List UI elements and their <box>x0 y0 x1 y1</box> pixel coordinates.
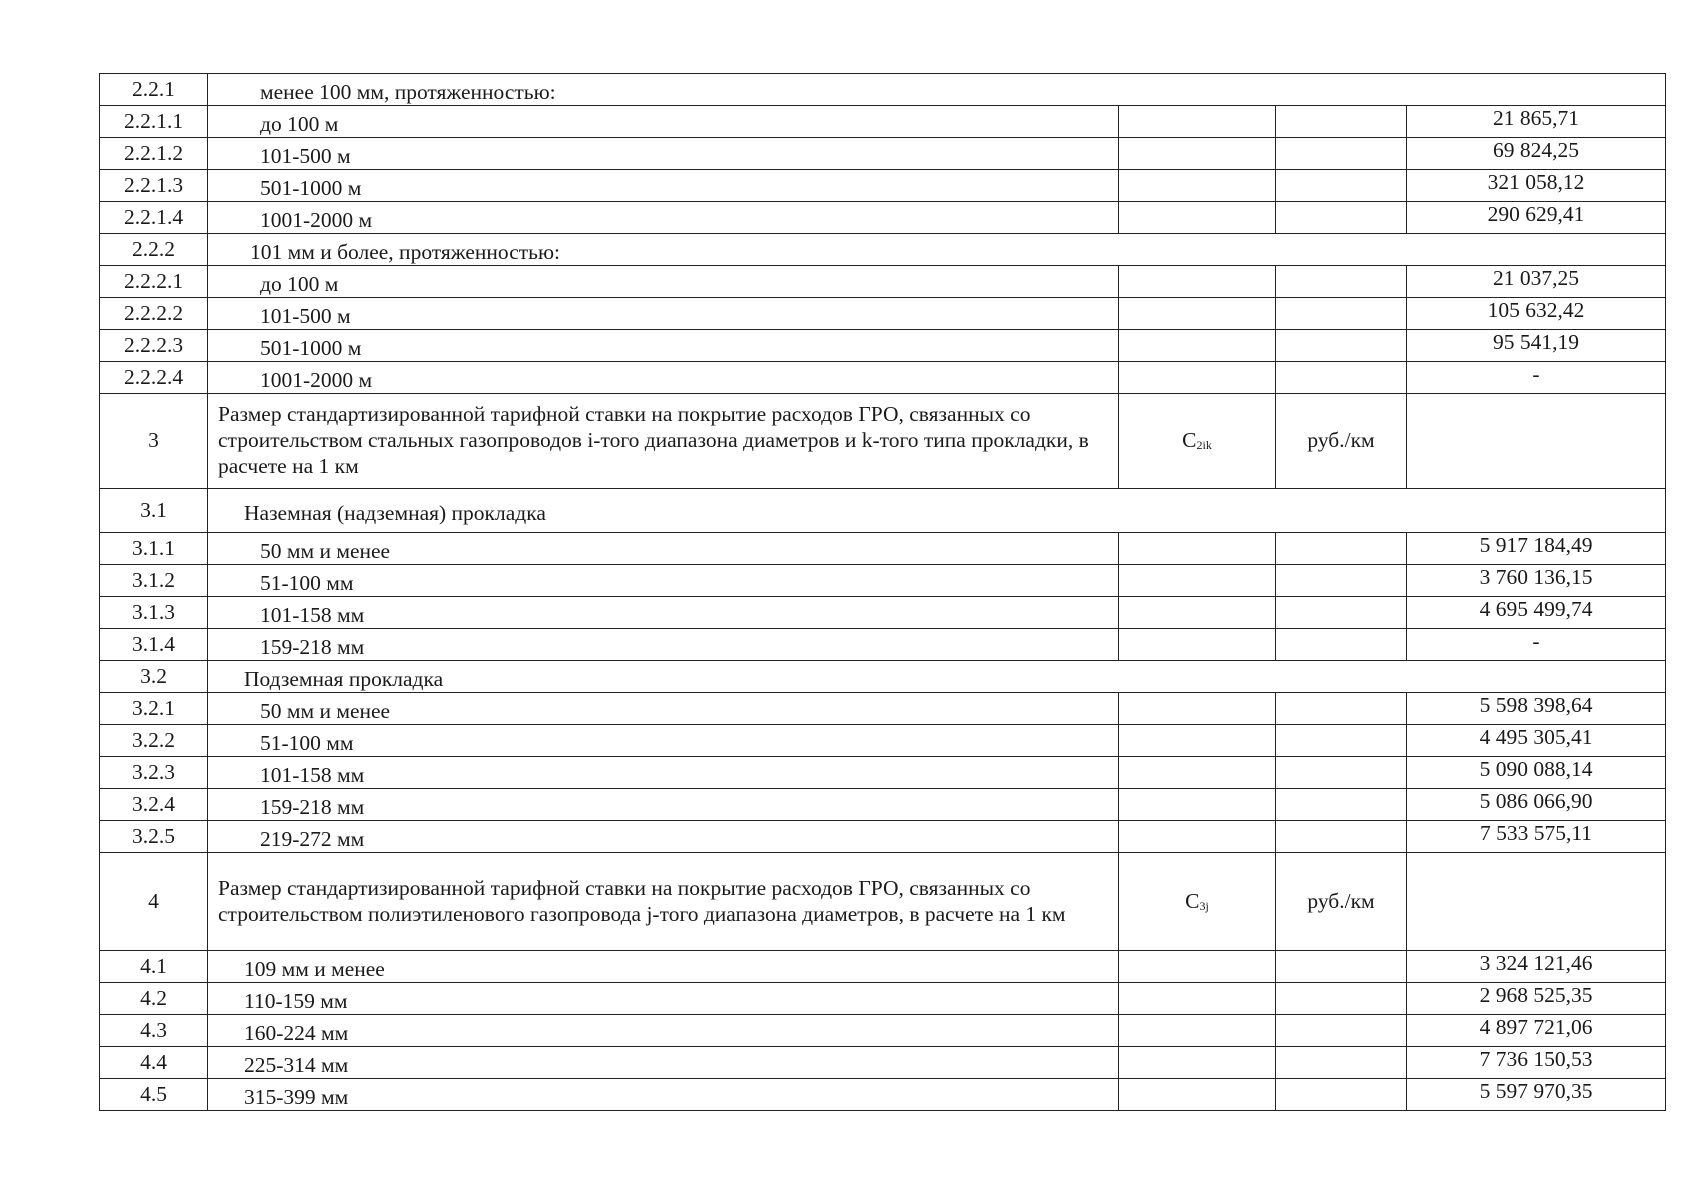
range-label-text: 51-100 мм <box>260 730 354 755</box>
row-number: 2.2.2.2 <box>100 298 208 330</box>
value-cell: 21 037,25 <box>1407 266 1666 298</box>
range-label <box>208 298 1119 330</box>
range-label <box>208 789 1119 821</box>
symbol-cell <box>1119 629 1276 661</box>
symbol-cell <box>1119 533 1276 565</box>
table-row <box>100 298 1666 330</box>
value-cell: 5 086 066,90 <box>1407 789 1666 821</box>
range-label-text: до 100 м <box>260 111 339 136</box>
table-row <box>100 266 1666 298</box>
row-number: 3.2.2 <box>100 725 208 757</box>
symbol-cell <box>1119 725 1276 757</box>
unit-cell <box>1276 202 1407 234</box>
range-label <box>208 362 1119 394</box>
range-label <box>208 821 1119 853</box>
symbol-cell <box>1119 821 1276 853</box>
value-cell <box>1407 394 1666 489</box>
value-cell: 5 597 970,35 <box>1407 1079 1666 1111</box>
range-label-text: 101-500 м <box>260 303 351 328</box>
range-label-text: 101-158 мм <box>260 762 365 787</box>
indicator-description <box>208 394 1119 489</box>
range-label <box>208 1079 1119 1111</box>
table-row <box>100 951 1666 983</box>
unit-cell <box>1276 298 1407 330</box>
row-number: 4.5 <box>100 1079 208 1111</box>
section-title-text: 101 мм и более, протяженностью: <box>250 239 560 264</box>
symbol-cell <box>1119 266 1276 298</box>
range-label <box>208 266 1119 298</box>
table-row <box>100 725 1666 757</box>
range-label-text: 501-1000 м <box>260 335 362 360</box>
unit-cell <box>1276 106 1407 138</box>
table-row <box>100 170 1666 202</box>
row-number: 2.2.2.3 <box>100 330 208 362</box>
range-label-text: 50 мм и менее <box>260 698 391 723</box>
unit-cell <box>1276 1015 1407 1047</box>
table-row <box>100 789 1666 821</box>
table-header-row <box>100 853 1666 951</box>
table-section-row <box>100 489 1666 533</box>
symbol-subscript: 3j <box>1199 898 1209 913</box>
value-cell: 5 917 184,49 <box>1407 533 1666 565</box>
row-number: 2.2.1.3 <box>100 170 208 202</box>
row-number: 3.1 <box>100 489 208 533</box>
unit-cell <box>1276 1047 1407 1079</box>
range-label-text: до 100 м <box>260 271 339 296</box>
value-cell: 4 495 305,41 <box>1407 725 1666 757</box>
range-label <box>208 106 1119 138</box>
range-label <box>208 330 1119 362</box>
range-label-text: 101-500 м <box>260 143 351 168</box>
symbol-letter: C <box>1182 428 1197 453</box>
symbol-cell <box>1119 757 1276 789</box>
table-row <box>100 821 1666 853</box>
value-cell: - <box>1407 629 1666 661</box>
value-cell: 69 824,25 <box>1407 138 1666 170</box>
table-row <box>100 1015 1666 1047</box>
range-label <box>208 951 1119 983</box>
unit-cell <box>1276 725 1407 757</box>
row-number: 4.1 <box>100 951 208 983</box>
symbol-cell <box>1119 853 1276 951</box>
unit-cell <box>1276 1079 1407 1111</box>
value-cell: 4 897 721,06 <box>1407 1015 1666 1047</box>
table-section-row <box>100 74 1666 106</box>
row-number: 2.2.2 <box>100 234 208 266</box>
table-row <box>100 138 1666 170</box>
row-number: 3 <box>100 394 208 489</box>
table-row <box>100 330 1666 362</box>
symbol-cell <box>1119 597 1276 629</box>
table-row <box>100 757 1666 789</box>
unit-cell <box>1276 597 1407 629</box>
section-title-text: Подземная прокладка <box>244 666 444 691</box>
unit-cell <box>1276 362 1407 394</box>
section-title <box>208 234 1666 266</box>
range-label-text: 315-399 мм <box>244 1084 349 1109</box>
range-label-text: 109 мм и менее <box>244 956 385 981</box>
table-row <box>100 533 1666 565</box>
range-label <box>208 170 1119 202</box>
symbol-cell <box>1119 330 1276 362</box>
range-label <box>208 138 1119 170</box>
range-label-text: 160-224 мм <box>244 1020 349 1045</box>
row-number: 3.1.2 <box>100 565 208 597</box>
row-number: 2.2.1.1 <box>100 106 208 138</box>
section-title <box>208 661 1666 693</box>
indicator-description-text: Размер стандартизированной тарифной ставки на покрытие расходов ГРО, связанных со строительством стальных газопроводов i-того диапазона диаметров и k-того типа прокладки, в расчете на 1 км <box>218 402 1089 478</box>
symbol-cell <box>1119 693 1276 725</box>
row-number: 3.1.3 <box>100 597 208 629</box>
unit-cell <box>1276 983 1407 1015</box>
range-label-text: 101-158 мм <box>260 602 365 627</box>
range-label <box>208 725 1119 757</box>
table-header-row <box>100 394 1666 489</box>
range-label-text: 50 мм и менее <box>260 538 391 563</box>
unit-cell <box>1276 170 1407 202</box>
unit-cell <box>1276 629 1407 661</box>
unit-cell <box>1276 789 1407 821</box>
value-cell <box>1407 853 1666 951</box>
symbol-cell <box>1119 362 1276 394</box>
unit-cell <box>1276 533 1407 565</box>
value-cell: - <box>1407 362 1666 394</box>
table-row <box>100 597 1666 629</box>
table-section-row <box>100 661 1666 693</box>
indicator-description <box>208 853 1119 951</box>
row-number: 3.2.5 <box>100 821 208 853</box>
range-label <box>208 1015 1119 1047</box>
table-row <box>100 565 1666 597</box>
table-row <box>100 629 1666 661</box>
value-cell: 290 629,41 <box>1407 202 1666 234</box>
row-number: 3.2.4 <box>100 789 208 821</box>
row-number: 2.2.2.1 <box>100 266 208 298</box>
unit-cell <box>1276 951 1407 983</box>
symbol-cell <box>1119 1047 1276 1079</box>
range-label <box>208 983 1119 1015</box>
row-number: 2.2.1.4 <box>100 202 208 234</box>
symbol-cell <box>1119 951 1276 983</box>
section-title-text: Наземная (надземная) прокладка <box>244 500 546 525</box>
value-cell: 95 541,19 <box>1407 330 1666 362</box>
unit-cell: руб./км <box>1276 394 1407 489</box>
symbol-cell <box>1119 394 1276 489</box>
value-cell: 5 090 088,14 <box>1407 757 1666 789</box>
range-label-text: 501-1000 м <box>260 175 362 200</box>
unit-cell <box>1276 565 1407 597</box>
symbol-cell <box>1119 1015 1276 1047</box>
value-cell: 3 760 136,15 <box>1407 565 1666 597</box>
symbol-cell <box>1119 170 1276 202</box>
range-label-text: 110-159 мм <box>244 988 348 1013</box>
unit-cell: руб./км <box>1276 853 1407 951</box>
range-label-text: 219-272 мм <box>260 826 365 851</box>
tariff-table <box>99 73 1666 1111</box>
row-number: 2.2.1 <box>100 74 208 106</box>
range-label <box>208 629 1119 661</box>
section-title-text: менее 100 мм, протяженностью: <box>260 79 556 104</box>
range-label <box>208 597 1119 629</box>
range-label <box>208 693 1119 725</box>
table-row <box>100 1047 1666 1079</box>
row-number: 4.2 <box>100 983 208 1015</box>
unit-cell <box>1276 821 1407 853</box>
row-number: 2.2.2.4 <box>100 362 208 394</box>
row-number: 3.1.1 <box>100 533 208 565</box>
range-label-text: 225-314 мм <box>244 1052 349 1077</box>
symbol-letter: C <box>1185 888 1200 913</box>
value-cell: 3 324 121,46 <box>1407 951 1666 983</box>
value-cell: 105 632,42 <box>1407 298 1666 330</box>
symbol-subscript: 2ik <box>1196 438 1212 453</box>
tariff-table-body <box>100 74 1666 1111</box>
symbol-cell <box>1119 983 1276 1015</box>
row-number: 3.2 <box>100 661 208 693</box>
row-number: 4 <box>100 853 208 951</box>
unit-cell <box>1276 330 1407 362</box>
symbol-cell <box>1119 298 1276 330</box>
symbol-cell <box>1119 1079 1276 1111</box>
value-cell: 321 058,12 <box>1407 170 1666 202</box>
unit-cell <box>1276 757 1407 789</box>
symbol-cell <box>1119 138 1276 170</box>
range-label <box>208 533 1119 565</box>
section-title <box>208 74 1666 106</box>
table-row <box>100 983 1666 1015</box>
table-section-row <box>100 234 1666 266</box>
value-cell: 21 865,71 <box>1407 106 1666 138</box>
value-cell: 4 695 499,74 <box>1407 597 1666 629</box>
table-row <box>100 1079 1666 1111</box>
table-row <box>100 106 1666 138</box>
unit-cell <box>1276 693 1407 725</box>
range-label-text: 51-100 мм <box>260 570 354 595</box>
symbol-cell <box>1119 202 1276 234</box>
range-label-text: 159-218 мм <box>260 794 365 819</box>
value-cell: 5 598 398,64 <box>1407 693 1666 725</box>
value-cell: 7 533 575,11 <box>1407 821 1666 853</box>
value-cell: 7 736 150,53 <box>1407 1047 1666 1079</box>
symbol-cell <box>1119 106 1276 138</box>
symbol-cell <box>1119 565 1276 597</box>
range-label-text: 159-218 мм <box>260 634 365 659</box>
table-row <box>100 202 1666 234</box>
indicator-description-text: Размер стандартизированной тарифной ставки на покрытие расходов ГРО, связанных со строительством полиэтиленового газопровода j-того диапазона диаметров, в расчете на 1 км <box>218 875 1066 926</box>
table-row <box>100 693 1666 725</box>
row-number: 3.2.3 <box>100 757 208 789</box>
table-row <box>100 362 1666 394</box>
value-cell: 2 968 525,35 <box>1407 983 1666 1015</box>
section-title <box>208 489 1666 533</box>
symbol-cell <box>1119 789 1276 821</box>
range-label <box>208 565 1119 597</box>
row-number: 4.3 <box>100 1015 208 1047</box>
unit-cell <box>1276 138 1407 170</box>
range-label-text: 1001-2000 м <box>260 367 373 392</box>
row-number: 2.2.1.2 <box>100 138 208 170</box>
range-label-text: 1001-2000 м <box>260 207 373 232</box>
row-number: 3.1.4 <box>100 629 208 661</box>
row-number: 3.2.1 <box>100 693 208 725</box>
range-label <box>208 757 1119 789</box>
row-number: 4.4 <box>100 1047 208 1079</box>
range-label <box>208 1047 1119 1079</box>
range-label <box>208 202 1119 234</box>
unit-cell <box>1276 266 1407 298</box>
